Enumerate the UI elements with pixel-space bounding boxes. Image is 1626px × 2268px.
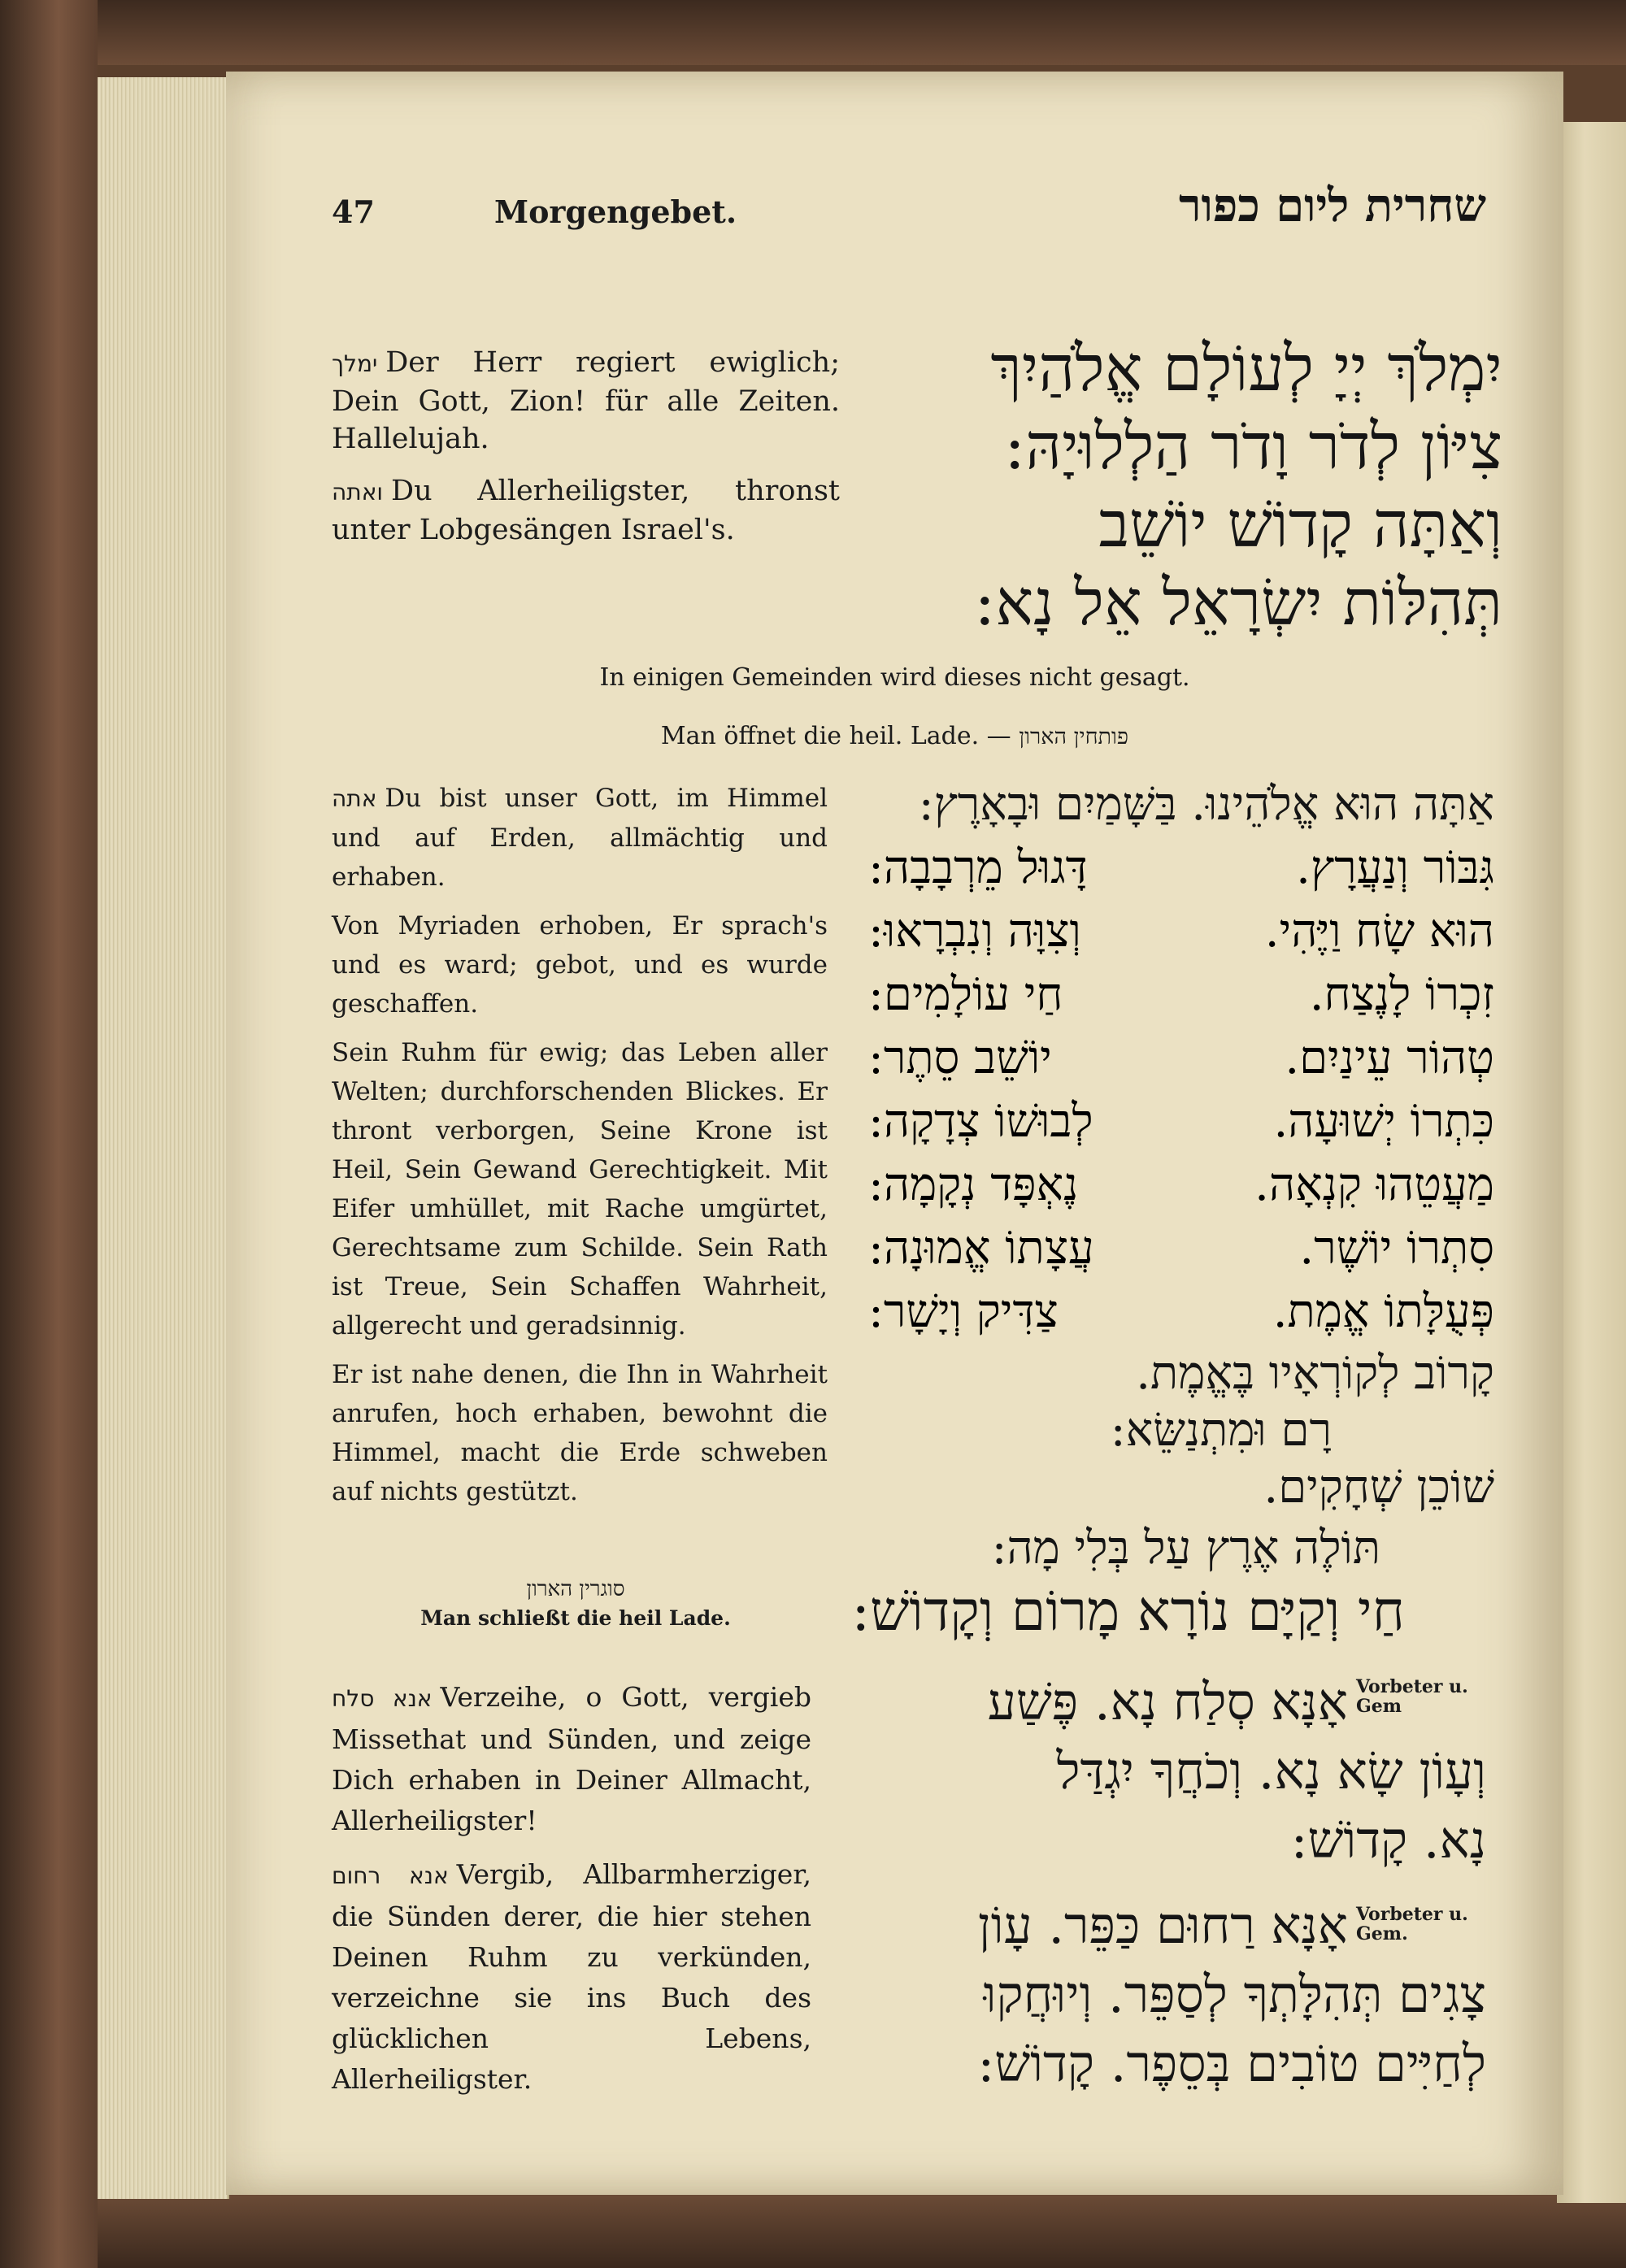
hebrew-phrase: יוֹשֵׁב סֵתֶר:: [868, 1032, 1052, 1084]
hebrew-tail-4: תּוֹלֶה אֶרֶץ עַל בְּלִי מָה:: [991, 1522, 1380, 1575]
closing-rubric: [401, 1577, 750, 1630]
hebrew-tail-1: קָרוֹב לְקוֹרְאָיו בֶּאֱמֶת.: [1136, 1347, 1494, 1400]
hebrew-phrase: טְהוֹר עֵינַיִם.: [1285, 1032, 1494, 1084]
rubric-note-2: [226, 722, 1563, 750]
german-translation-2: [332, 779, 828, 1511]
hebrew-line: וְאַתָּה קָדוֹשׁ יוֹשֵׁב: [1098, 489, 1502, 562]
hebrew-row: [868, 1285, 1494, 1338]
hebrew-first-line: אַתָּה הוּא אֱלֹהֵינוּ. בַּשָּׁמַיִם וּבָאָרֶץ:: [918, 778, 1494, 831]
hebrew-line: אָנָּא רַחוּם כַּפֵּר. עָוֹן: [977, 1896, 1348, 1955]
book-page: [226, 72, 1563, 2195]
german-paragraph: Vergib, Allbarmherziger, die Sünden derer, die hier stehen Deinen Ruhm zu verkünden, verzeichne sie ins Buch des glücklichen Lebens, Allerheiligster.: [332, 1858, 811, 2095]
closing-hebrew-line: חַי וְקַיָּם נוֹרָא מָרוֹם וְקָדוֹשׁ:: [851, 1579, 1405, 1644]
german-translation-3: [332, 1677, 811, 2100]
german-paragraph: Der Herr regiert ewiglich; Dein Gott, Zion! für alle Zeiten. Hallelujah.: [332, 346, 840, 455]
hebrew-catchword: אנא סלח: [332, 1685, 433, 1712]
hebrew-text-1: [852, 330, 1502, 642]
hebrew-phrase: פְּעֻלָּתוֹ אֱמֶת.: [1272, 1285, 1494, 1338]
hebrew-catchword: אנא רחום: [332, 1862, 449, 1889]
hebrew-row: [868, 1224, 1494, 1273]
hebrew-tail-3: שׁוֹכֵן שְׁחָקִים.: [1263, 1461, 1494, 1514]
next-page-edge: [1557, 122, 1626, 2203]
hebrew-line: צָגִים תְּהִלָּתְךָ לְסַפֵּר. וְיוּחֲקוּ: [983, 1965, 1486, 2024]
book-cover-bottom: [0, 2195, 1626, 2268]
german-paragraph: Von Myriaden erhoben, Er sprach's und es ward; gebot, und es wurde geschaffen.: [332, 911, 828, 1019]
hebrew-line: צִיּוֹן לְדֹר וָדֹר הַלְלוּיָהּ:: [1003, 411, 1502, 484]
hebrew-row: [868, 968, 1494, 1021]
hebrew-catchword: ואתה: [332, 479, 384, 506]
hebrew-phrase: גִּבּוֹר וְנַעֲרָץ.: [1296, 841, 1494, 894]
page-edges: [98, 77, 229, 2199]
hebrew-line: לְחַיִּים טוֹבִים בְּסֵפֶר. קָדוֹשׁ:: [977, 2034, 1486, 2093]
hebrew-running-title: שחרית ליום כפור: [1179, 179, 1486, 232]
rubric-german: Man öffnet die heil. Lade. —: [660, 722, 1011, 750]
vorbeter-label-1: Vorbeter u. Gem: [1356, 1676, 1468, 1717]
hebrew-line: נָא. קָדוֹשׁ:: [1290, 1810, 1486, 1870]
hebrew-line: יִמְלֹךְ יְיָ לְעוֹלָם אֱלֹהַיִךְ: [990, 332, 1502, 406]
hebrew-phrase: זִכְרוֹ לָנֶצַח.: [1309, 968, 1494, 1021]
hebrew-phrase: וְצִוָּה וְנִבְרָאוּ:: [868, 905, 1081, 958]
german-running-title: Morgengebet.: [494, 193, 737, 230]
hebrew-catchword: אתה: [332, 785, 377, 812]
hebrew-phrase: כִּתְרוֹ יְשׁוּעָה.: [1273, 1095, 1494, 1148]
rubric-hebrew: פותחין הארון: [1019, 724, 1129, 749]
german-paragraph: Er ist nahe denen, die Ihn in Wahrheit anrufen, hoch erhaben, bewohnt die Himmel, macht die Erde schweben auf nichts gestützt.: [332, 1360, 828, 1506]
hebrew-row: [868, 907, 1494, 956]
rubric-german: Man schließt die heil Lade.: [420, 1606, 731, 1630]
german-paragraph: Du Allerheiligster, thronst unter Lobgesängen Israel's.: [332, 475, 840, 546]
hebrew-phrase: סִתְרוֹ יוֹשֶׁר.: [1299, 1222, 1494, 1275]
hebrew-line: תְּהִלּוֹת יִשְׂרָאֵל אֵל נָא:: [974, 567, 1502, 640]
hebrew-row: [868, 1097, 1494, 1146]
hebrew-row: [868, 1034, 1494, 1083]
hebrew-phrase: הוּא שָׂח וַיֶּהִי.: [1264, 905, 1494, 958]
hebrew-line: אָנָּא סְלַח נָא. פֶּשַׁע: [987, 1672, 1348, 1731]
german-translation-1: [332, 344, 840, 549]
hebrew-row: [868, 1158, 1494, 1211]
hebrew-phrase: חַי עוֹלָמִים:: [868, 968, 1063, 1021]
hebrew-phrase: צַדִּיק וְיָשָׁר:: [868, 1285, 1059, 1338]
german-paragraph: Sein Ruhm für ewig; das Leben aller Welten; durchforschenden Blickes. Er thront verborgen, Seine Krone ist Heil, Sein Gewand Gerechtigkeit. Mit Eifer umhüllet, mit Rache umgürtet, Gerechtsame zum Schilde. Sein Rath ist Treue, Sein Schaffen Wahrheit, allgerecht und geradsinnig.: [332, 1038, 828, 1340]
page-number: 47: [332, 193, 375, 230]
book-cover-top: [0, 0, 1626, 65]
vorbeter-label-2: Vorbeter u. Gem.: [1356, 1904, 1468, 1944]
hebrew-phrase: מַעֲטֵהוּ קִנְאָה.: [1254, 1158, 1494, 1211]
german-paragraph: Du bist unser Gott, im Himmel und auf Erden, allmächtig und erhaben.: [332, 784, 828, 892]
german-paragraph: Verzeihe, o Gott, vergieb Missethat und Sünden, und zeige Dich erhaben in Deiner Allmacht, Allerheiligster!: [332, 1681, 811, 1836]
hebrew-catchword: ימלך: [332, 350, 378, 377]
hebrew-phrase: נֶאְפָּד נְקָמָה:: [868, 1158, 1079, 1211]
hebrew-phrase: דָּגוּל מֵרְבָבָה:: [868, 841, 1088, 894]
hebrew-row: [868, 841, 1494, 894]
hebrew-tail-2: רָם וּמִתְנַשֵּׂא:: [1110, 1404, 1332, 1457]
rubric-note-1: In einigen Gemeinden wird dieses nicht gesagt.: [599, 663, 1190, 692]
book-cover-left: [0, 0, 98, 2268]
rubric-hebrew: סוגרין הארון: [526, 1577, 625, 1601]
hebrew-line: וְעָוֹן שָׂא נָא. וְכֹחֲךָ יִגְדַּל: [1056, 1741, 1486, 1801]
hebrew-phrase: עֲצָתוֹ אֱמוּנָה:: [868, 1222, 1094, 1275]
hebrew-phrase: לְבוּשׁוֹ צְדָקָה:: [868, 1095, 1093, 1148]
